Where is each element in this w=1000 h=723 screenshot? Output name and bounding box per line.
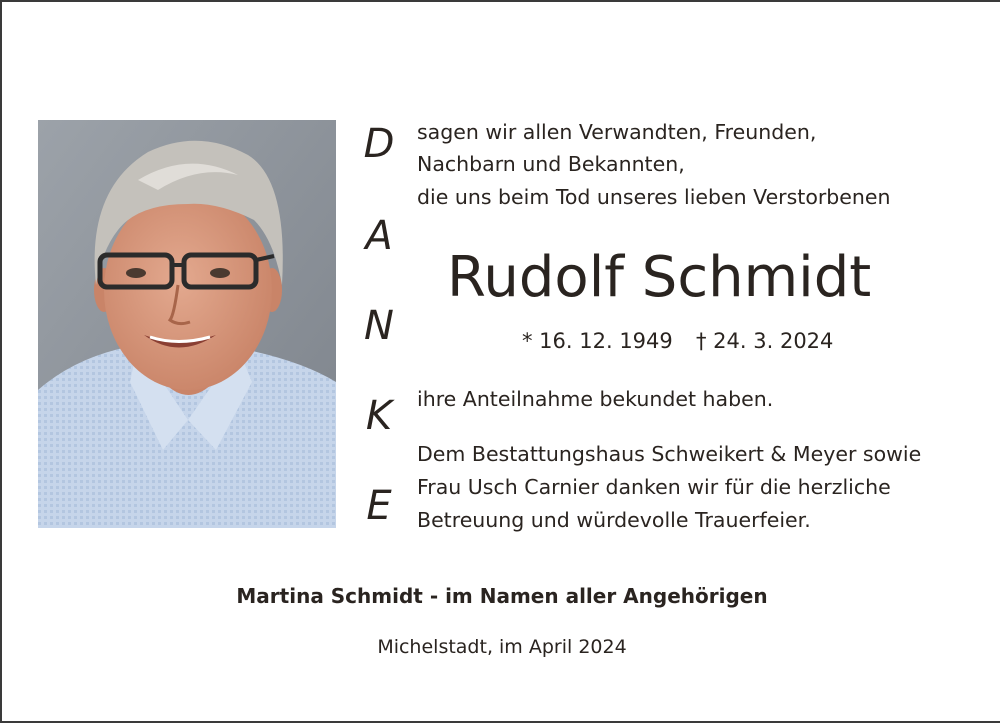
danke-letter: N [364, 303, 394, 349]
deceased-name: Rudolf Schmidt [447, 245, 872, 310]
danke-letter: E [366, 483, 392, 529]
intro-line: die uns beim Tod unseres lieben Verstorbenen [417, 185, 891, 209]
sympathy-line: ihre Anteilnahme bekundet haben. [417, 387, 774, 411]
danke-letter: A [365, 213, 393, 259]
intro-line: sagen wir allen Verwandten, Freunden, [417, 120, 817, 144]
portrait-photo [38, 120, 336, 528]
danke-letter: D [363, 121, 395, 167]
thanks-line: Frau Usch Carnier danken wir für die herzliche [417, 475, 891, 499]
birth-date: * 16. 12. 1949 [522, 329, 673, 353]
signature: Martina Schmidt - im Namen aller Angehörigen [236, 584, 768, 608]
place-date: Michelstadt, im April 2024 [377, 636, 627, 658]
danke-letter: K [365, 393, 393, 439]
thanks-line: Dem Bestattungshaus Schweikert & Meyer sowie [417, 442, 922, 466]
thanks-line: Betreuung und würdevolle Trauerfeier. [417, 508, 811, 532]
death-date: † 24. 3. 2024 [696, 329, 834, 353]
intro-line: Nachbarn und Bekannten, [417, 152, 685, 176]
